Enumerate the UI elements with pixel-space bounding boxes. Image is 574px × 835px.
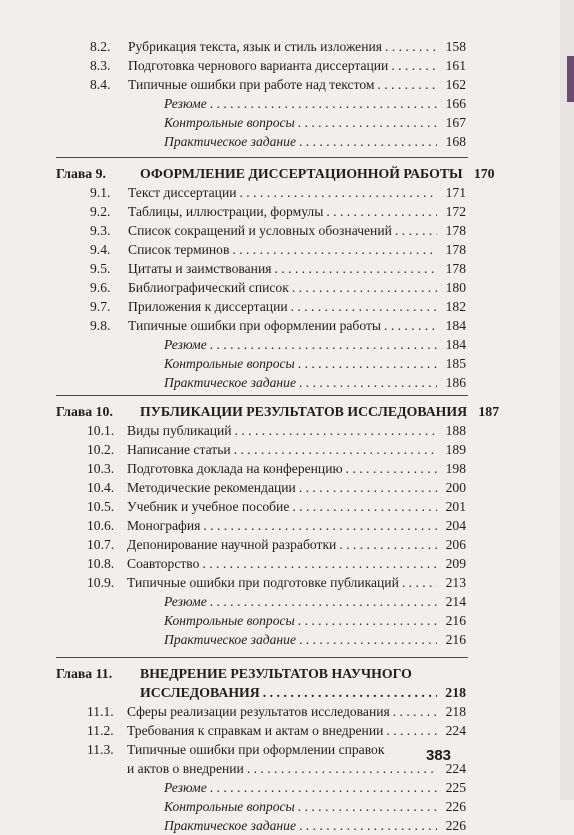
toc-entry-summary — [56, 335, 466, 354]
entry-page: 200 — [445, 480, 466, 495]
toc-entry — [56, 316, 466, 335]
toc-entry — [56, 56, 466, 75]
entry-number: 10.1. — [87, 423, 115, 438]
leader-dots — [210, 592, 437, 611]
toc-entry-continued — [56, 759, 466, 778]
chapter-label: Глава 10. — [56, 404, 113, 419]
chapter-divider — [56, 157, 468, 158]
leader-dots — [292, 278, 437, 297]
toc-entry-assignment — [56, 373, 466, 392]
entry-title: Сферы реализации результатов исследования — [127, 704, 390, 719]
entry-page: 180 — [445, 280, 466, 295]
section-tab-marker — [567, 56, 574, 102]
entry-title: Резюме — [164, 96, 207, 111]
leader-dots — [377, 75, 437, 94]
entry-title: Практическое задание — [164, 818, 296, 833]
toc-entry — [56, 183, 466, 202]
entry-page: 171 — [445, 185, 466, 200]
chapter-page: 187 — [478, 404, 500, 419]
leader-dots — [274, 259, 437, 278]
entry-number: 9.6. — [90, 280, 111, 295]
entry-page: 161 — [445, 58, 466, 73]
toc-entry — [56, 440, 466, 459]
entry-number: 11.3. — [87, 742, 114, 757]
leader-dots — [346, 459, 437, 478]
chapter-heading — [56, 664, 466, 683]
entry-page: 166 — [445, 96, 466, 111]
entry-title: Практическое задание — [164, 134, 296, 149]
entry-title: Типичные ошибки при подготовке публикаций — [127, 575, 399, 590]
entry-title: Типичные ошибки при оформлении справок — [127, 742, 385, 757]
entry-number: 9.5. — [90, 261, 111, 276]
entry-page: 158 — [445, 39, 466, 54]
entry-title: Методические рекомендации — [127, 480, 296, 495]
entry-number: 10.8. — [87, 556, 115, 571]
entry-title: Список терминов — [128, 242, 230, 257]
toc-entry-questions — [56, 611, 466, 630]
entry-title: Библиографический список — [128, 280, 289, 295]
chapter-heading-continued — [56, 683, 466, 702]
toc-entry — [56, 721, 466, 740]
leader-dots — [292, 497, 437, 516]
entry-title: Подготовка чернового варианта диссертации — [128, 58, 389, 73]
leader-dots — [247, 759, 437, 778]
entry-page: 185 — [445, 356, 466, 371]
chapter-divider — [56, 395, 468, 396]
toc-entry — [56, 554, 466, 573]
entry-page: 204 — [445, 518, 466, 533]
entry-number: 10.7. — [87, 537, 115, 552]
toc-entry-assignment — [56, 816, 466, 835]
leader-dots — [263, 683, 437, 702]
chapter-label: Глава 11. — [56, 666, 113, 681]
toc-entry — [56, 259, 466, 278]
entry-title: Резюме — [164, 594, 207, 609]
entry-title: Монография — [127, 518, 201, 533]
toc-entry — [56, 221, 466, 240]
toc-entry — [56, 497, 466, 516]
toc-entry — [56, 75, 466, 94]
chapter-page: 170 — [473, 166, 495, 181]
entry-title: Практическое задание — [164, 632, 296, 647]
entry-title: Типичные ошибки при оформлении работы — [128, 318, 382, 333]
leader-dots — [385, 37, 437, 56]
entry-title: Контрольные вопросы — [164, 356, 295, 371]
entry-number: 9.4. — [90, 242, 111, 257]
leader-dots — [235, 421, 437, 440]
toc-entry-summary — [56, 778, 466, 797]
toc-entry-assignment — [56, 132, 466, 151]
table-of-contents — [56, 37, 500, 835]
entry-title: Контрольные вопросы — [164, 799, 295, 814]
chapter-heading — [56, 164, 495, 183]
entry-title: Учебник и учебное пособие — [127, 499, 290, 514]
toc-entry-assignment — [56, 630, 466, 649]
leader-dots — [210, 778, 437, 797]
entry-title: Типичные ошибки при работе над текстом — [128, 77, 375, 92]
entry-title: Соавторство — [127, 556, 200, 571]
entry-title: Таблицы, иллюстрации, формулы — [128, 204, 324, 219]
leader-dots — [391, 56, 437, 75]
entry-page: 188 — [445, 423, 466, 438]
leader-dots — [210, 94, 437, 113]
toc-entry — [56, 478, 466, 497]
entry-page: 209 — [445, 556, 466, 571]
leader-dots — [298, 354, 437, 373]
chapter-page: 218 — [445, 685, 466, 700]
entry-title: Цитаты и заимствования — [128, 261, 272, 276]
entry-number: 11.2. — [87, 723, 114, 738]
leader-dots — [299, 816, 437, 835]
entry-title: Текст диссертации — [128, 185, 237, 200]
entry-number: 9.1. — [90, 185, 111, 200]
entry-title: Написание статьи — [127, 442, 231, 457]
entry-number: 11.1. — [87, 704, 114, 719]
entry-title: Резюме — [164, 337, 207, 352]
entry-page: 198 — [445, 461, 466, 476]
toc-entry — [56, 516, 466, 535]
toc-entry — [56, 573, 466, 592]
leader-dots — [386, 721, 437, 740]
entry-page: 186 — [445, 375, 466, 390]
leader-dots — [240, 183, 438, 202]
toc-entry — [56, 421, 466, 440]
entry-page: 225 — [445, 780, 466, 795]
entry-page: 224 — [445, 723, 466, 738]
toc-entry — [56, 278, 466, 297]
chapter-title: ПУБЛИКАЦИИ РЕЗУЛЬТАТОВ ИССЛЕДОВАНИЯ — [140, 404, 468, 419]
entry-number: 10.5. — [87, 499, 115, 514]
entry-title: Контрольные вопросы — [164, 115, 295, 130]
chapter-divider — [56, 657, 468, 658]
entry-number: 10.2. — [87, 442, 115, 457]
entry-page: 184 — [445, 318, 466, 333]
entry-number: 8.3. — [90, 58, 111, 73]
entry-page: 226 — [445, 799, 466, 814]
toc-entry — [56, 535, 466, 554]
leader-dots — [234, 440, 437, 459]
leader-dots — [299, 373, 437, 392]
page-number: 383 — [426, 747, 452, 764]
leader-dots — [326, 202, 437, 221]
toc-entry — [56, 202, 466, 221]
entry-title: Подготовка доклада на конференцию — [127, 461, 343, 476]
entry-number: 10.4. — [87, 480, 115, 495]
leader-dots — [232, 240, 437, 259]
entry-title: Депонирование научной разработки — [127, 537, 337, 552]
leader-dots — [203, 516, 437, 535]
entry-page: 182 — [445, 299, 466, 314]
chapter-title-continued: ИССЛЕДОВАНИЯ — [140, 685, 260, 700]
toc-entry — [56, 37, 466, 56]
entry-number: 9.8. — [90, 318, 111, 333]
entry-title: Контрольные вопросы — [164, 613, 295, 628]
entry-title: Рубрикация текста, язык и стиль изложения — [128, 39, 383, 54]
entry-page: 184 — [445, 337, 466, 352]
entry-number: 10.3. — [87, 461, 115, 476]
leader-dots — [210, 335, 437, 354]
toc-entry — [56, 240, 466, 259]
toc-entry-questions — [56, 113, 466, 132]
chapter-label: Глава 9. — [56, 166, 107, 181]
toc-entry — [56, 297, 466, 316]
entry-title: Приложения к диссертации — [128, 299, 288, 314]
entry-page: 226 — [445, 818, 466, 833]
entry-page: 167 — [445, 115, 466, 130]
entry-number: 8.4. — [90, 77, 111, 92]
entry-page: 201 — [445, 499, 466, 514]
chapter-title: ВНЕДРЕНИЕ РЕЗУЛЬТАТОВ НАУЧНОГО — [140, 666, 412, 681]
chapter-heading — [56, 402, 500, 421]
toc-entry-summary — [56, 94, 466, 113]
toc-entry-summary — [56, 592, 466, 611]
entry-title: Виды публикаций — [127, 423, 232, 438]
toc-entry — [56, 459, 466, 478]
entry-number: 10.9. — [87, 575, 115, 590]
entry-page: 214 — [445, 594, 466, 609]
page-edge — [560, 0, 574, 800]
leader-dots — [299, 478, 437, 497]
leader-dots — [402, 573, 437, 592]
entry-page: 178 — [445, 223, 466, 238]
entry-page: 172 — [445, 204, 466, 219]
toc-entry-questions — [56, 354, 466, 373]
leader-dots — [384, 316, 437, 335]
entry-page: 216 — [445, 632, 466, 647]
leader-dots — [339, 535, 437, 554]
leader-dots — [298, 113, 437, 132]
entry-page: 218 — [445, 704, 466, 719]
entry-title: Практическое задание — [164, 375, 296, 390]
leader-dots — [291, 297, 437, 316]
entry-page: 213 — [445, 575, 466, 590]
entry-number: 9.2. — [90, 204, 111, 219]
entry-page: 168 — [445, 134, 466, 149]
entry-page: 162 — [445, 77, 466, 92]
entry-page: 206 — [445, 537, 466, 552]
entry-number: 9.7. — [90, 299, 111, 314]
entry-page: 178 — [445, 261, 466, 276]
entry-number: 9.3. — [90, 223, 111, 238]
entry-page: 216 — [445, 613, 466, 628]
entry-title: Список сокращений и условных обозначений — [128, 223, 392, 238]
leader-dots — [393, 702, 437, 721]
toc-entry — [56, 702, 466, 721]
entry-number: 10.6. — [87, 518, 115, 533]
leader-dots — [299, 630, 437, 649]
entry-number: 8.2. — [90, 39, 111, 54]
leader-dots — [395, 221, 437, 240]
entry-title-continued: и актов о внедрении — [127, 761, 244, 776]
entry-page: 224 — [445, 761, 466, 776]
entry-title: Резюме — [164, 780, 207, 795]
entry-page: 178 — [445, 242, 466, 257]
chapter-title: ОФОРМЛЕНИЕ ДИССЕРТАЦИОННОЙ РАБОТЫ — [140, 166, 463, 181]
leader-dots — [202, 554, 437, 573]
toc-entry — [56, 740, 466, 759]
leader-dots — [299, 132, 437, 151]
entry-page: 189 — [445, 442, 466, 457]
entry-title: Требования к справкам и актам о внедрении — [127, 723, 384, 738]
leader-dots — [298, 611, 437, 630]
